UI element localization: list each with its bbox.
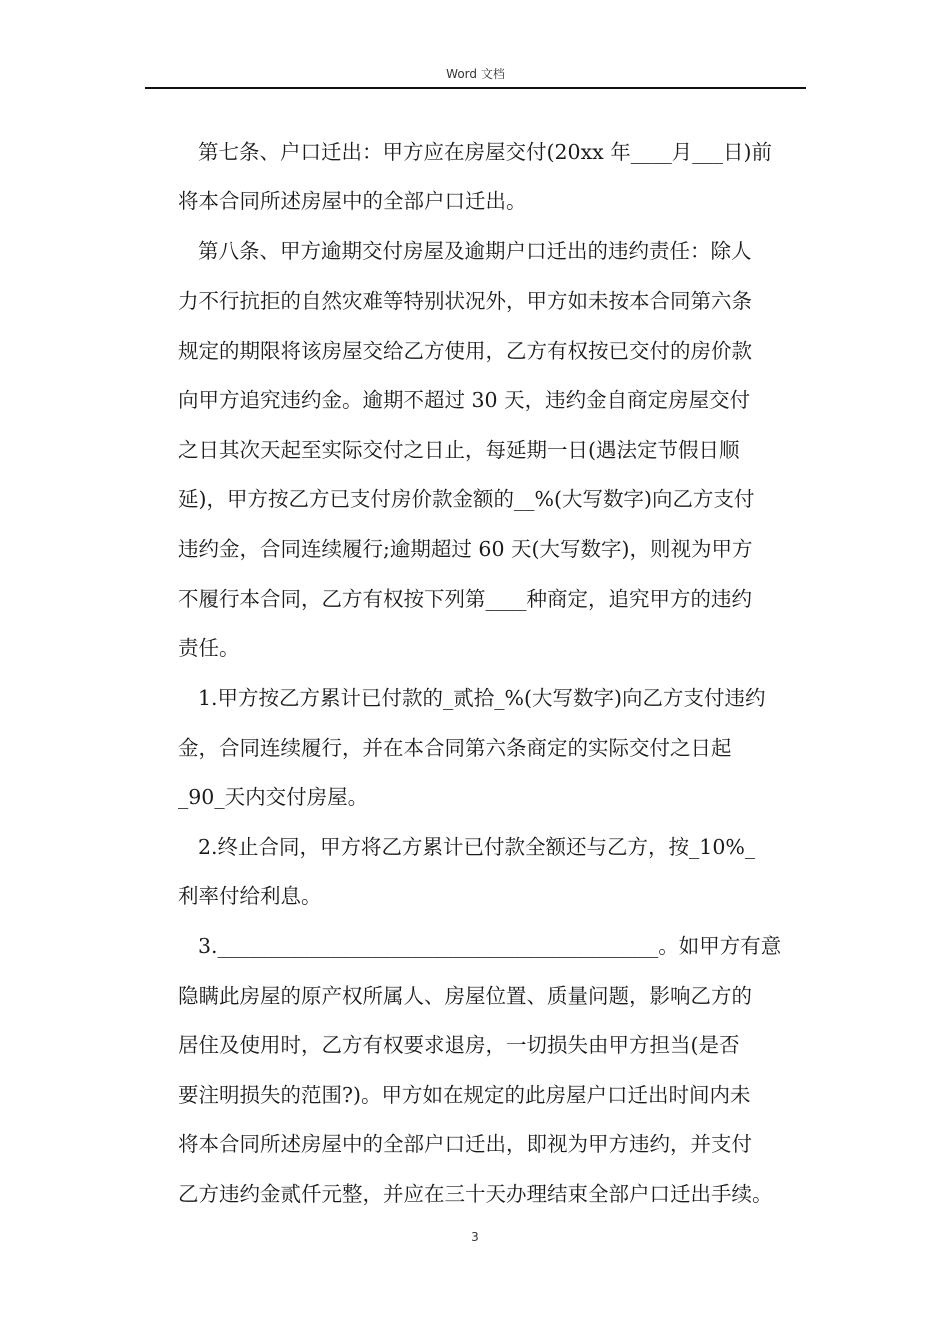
text-line: 隐瞒此房屋的原产权所属人、房屋位置、质量问题，影响乙方的 bbox=[178, 984, 752, 1008]
text-line: 金，合同连续履行，并在本合同第六条商定的实际交付之日起 bbox=[178, 736, 732, 760]
text-line: 延)，甲方按乙方已支付房价款金额的__%(大写数字)向乙方支付 bbox=[178, 487, 755, 511]
text-line: 3.___________________________________________。如甲方有意 bbox=[198, 934, 782, 958]
text-line: 要注明损失的范围?)。甲方如在规定的此房屋户口迁出时间内未 bbox=[178, 1083, 751, 1107]
text-line: 规定的期限将该房屋交给乙方使用，乙方有权按已交付的房价款 bbox=[178, 339, 752, 363]
text-line: 责任。 bbox=[178, 636, 240, 660]
text-line: 1.甲方按乙方累计已付款的_贰拾_%(大写数字)向乙方支付违约 bbox=[198, 686, 766, 710]
document-header: Word 文档 bbox=[446, 67, 505, 81]
text-line: 利率付给利息。 bbox=[178, 884, 322, 908]
text-line: 2.终止合同，甲方将乙方累计已付款全额还与乙方，按_10%_ bbox=[198, 835, 756, 859]
text-line: _90_天内交付房屋。 bbox=[178, 785, 369, 809]
text-line: 向甲方追究违约金。逾期不超过 30 天，违约金自商定房屋交付 bbox=[178, 388, 751, 412]
text-line: 第八条、甲方逾期交付房屋及逾期户口迁出的违约责任：除人 bbox=[198, 239, 752, 263]
text-line: 违约金，合同连续履行;逾期超过 60 天(大写数字)，则视为甲方 bbox=[178, 537, 753, 561]
text-line: 不履行本合同，乙方有权按下列第____种商定，追究甲方的违约 bbox=[178, 587, 752, 611]
text-line: 乙方违约金贰仟元整，并应在三十天办理结束全部户口迁出手续。 bbox=[178, 1182, 773, 1206]
header-divider bbox=[145, 87, 806, 89]
text-line: 将本合同所述房屋中的全部户口迁出，即视为甲方违约，并支付 bbox=[178, 1132, 752, 1156]
text-line: 第七条、户口迁出：甲方应在房屋交付(20xx 年____月___日)前 bbox=[198, 140, 772, 164]
text-line: 居住及使用时，乙方有权要求退房，一切损失由甲方担当(是否 bbox=[178, 1033, 740, 1057]
page-number: 3 bbox=[471, 1230, 479, 1244]
text-line: 将本合同所述房屋中的全部户口迁出。 bbox=[178, 189, 527, 213]
text-line: 力不行抗拒的自然灾难等特别状况外，甲方如未按本合同第六条 bbox=[178, 289, 752, 313]
text-line: 之日其次天起至实际交付之日止，每延期一日(遇法定节假日顺 bbox=[178, 438, 740, 462]
